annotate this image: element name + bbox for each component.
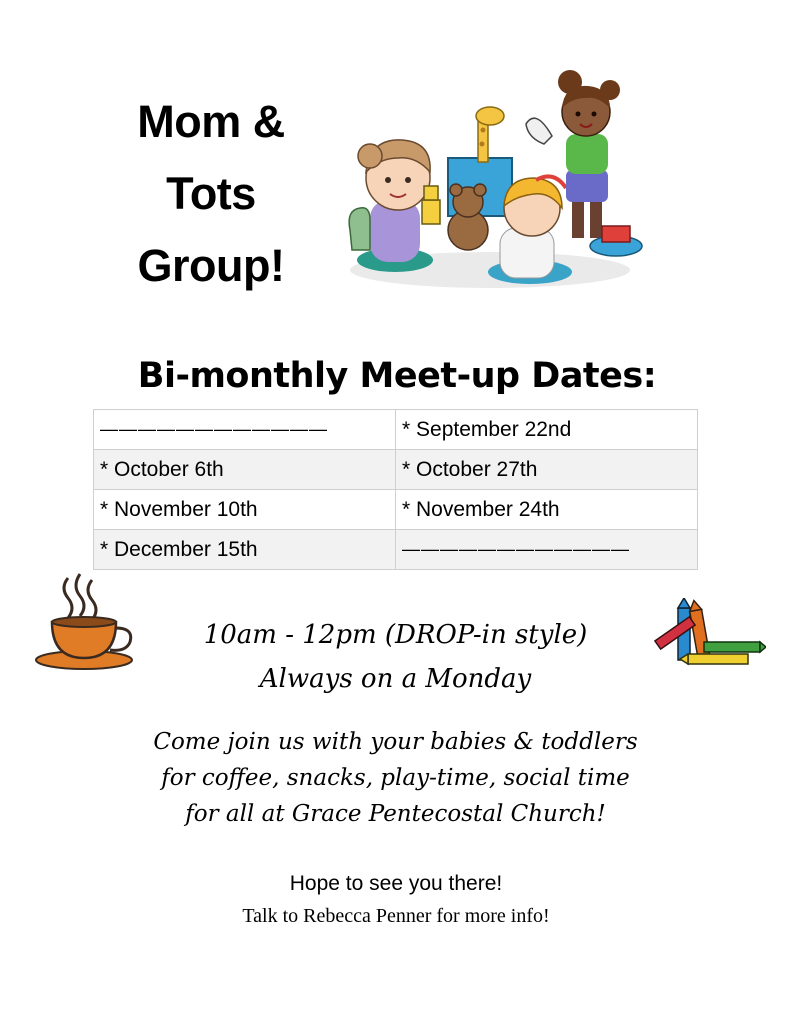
children-playing-illustration xyxy=(340,60,650,300)
closing-text: Hope to see you there! xyxy=(289,872,503,895)
contact-text: Talk to Rebecca Penner for more info! xyxy=(242,905,550,927)
day-line: Always on a Monday xyxy=(259,664,532,694)
title-line-2: Tots xyxy=(166,168,256,219)
title-line-3: Group! xyxy=(137,240,285,291)
table-row xyxy=(94,490,698,530)
table-row xyxy=(94,530,698,570)
flyer-title xyxy=(96,86,326,302)
table-cell: * November 10th xyxy=(94,490,396,530)
table-cell: * October 6th xyxy=(94,450,396,490)
meetup-dates-table xyxy=(93,409,698,570)
table-cell: ———————————— xyxy=(396,530,698,570)
time-line: 10am - 12pm (DROP-in style) xyxy=(203,620,588,650)
table-cell: * September 22nd xyxy=(396,410,698,450)
table-row xyxy=(94,450,698,490)
table-cell: ———————————— xyxy=(94,410,396,450)
table-cell: * December 15th xyxy=(94,530,396,570)
table-cell: * October 27th xyxy=(396,450,698,490)
invite-line-3: for all at Grace Pentecostal Church! xyxy=(185,801,606,827)
table-cell: * November 24th xyxy=(396,490,698,530)
title-line-1: Mom & xyxy=(137,96,285,147)
invite-line-2: for coffee, snacks, play-time, social time xyxy=(161,765,630,791)
table-row xyxy=(94,410,698,450)
invite-line-1: Come join us with your babies & toddlers xyxy=(153,729,638,755)
invite-text xyxy=(60,724,731,832)
dates-heading: Bi-monthly Meet-up Dates: xyxy=(137,356,657,396)
